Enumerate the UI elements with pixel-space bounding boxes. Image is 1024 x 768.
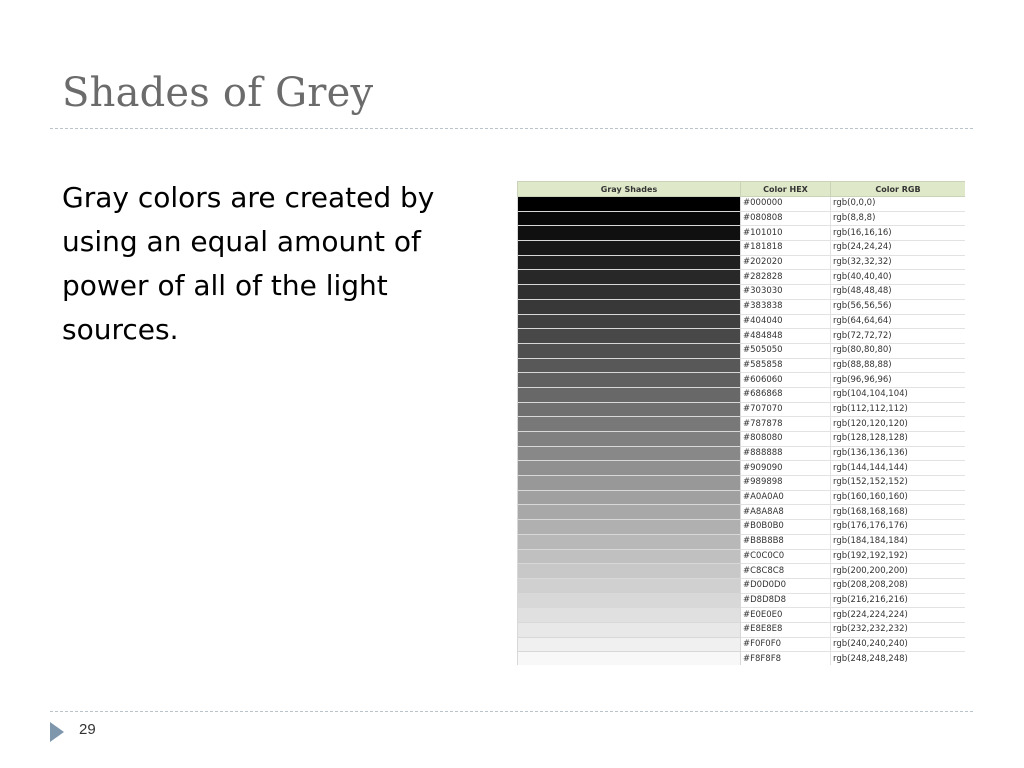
table-row — [518, 652, 966, 665]
hex-cell: #000000 — [741, 197, 831, 212]
color-swatch — [518, 432, 741, 447]
table-row — [518, 593, 966, 608]
color-swatch — [518, 622, 741, 637]
color-swatch — [518, 197, 741, 212]
table-body — [518, 197, 966, 666]
slide-title: Shades of Grey — [62, 70, 374, 116]
table-row — [518, 534, 966, 549]
hex-cell: #B8B8B8 — [741, 534, 831, 549]
rgb-cell: rgb(80,80,80) — [831, 343, 966, 358]
hex-cell: #808080 — [741, 432, 831, 447]
table-row — [518, 461, 966, 476]
color-swatch — [518, 226, 741, 241]
hex-cell: #E8E8E8 — [741, 622, 831, 637]
hex-cell: #181818 — [741, 241, 831, 256]
table-row — [518, 270, 966, 285]
table-row — [518, 432, 966, 447]
rgb-cell: rgb(176,176,176) — [831, 520, 966, 535]
hex-cell: #A0A0A0 — [741, 490, 831, 505]
rgb-cell: rgb(224,224,224) — [831, 608, 966, 623]
hex-cell: #282828 — [741, 270, 831, 285]
table-row — [518, 476, 966, 491]
rgb-cell: rgb(120,120,120) — [831, 417, 966, 432]
body-text: Gray colors are created by using an equal amount of power of all of the light sources. — [62, 181, 435, 346]
hex-cell: #C0C0C0 — [741, 549, 831, 564]
rgb-cell: rgb(184,184,184) — [831, 534, 966, 549]
table-header-row — [518, 182, 966, 197]
table-row — [518, 578, 966, 593]
table-row — [518, 373, 966, 388]
hex-cell: #F0F0F0 — [741, 637, 831, 652]
hex-cell: #707070 — [741, 402, 831, 417]
hex-cell: #909090 — [741, 461, 831, 476]
rgb-cell: rgb(72,72,72) — [831, 329, 966, 344]
rgb-cell: rgb(16,16,16) — [831, 226, 966, 241]
table-row — [518, 608, 966, 623]
color-swatch — [518, 211, 741, 226]
page-number: 29 — [79, 721, 96, 738]
color-swatch — [518, 285, 741, 300]
hex-cell: #484848 — [741, 329, 831, 344]
rgb-cell: rgb(248,248,248) — [831, 652, 966, 665]
rgb-cell: rgb(40,40,40) — [831, 270, 966, 285]
table-row — [518, 490, 966, 505]
color-swatch — [518, 461, 741, 476]
hex-cell: #888888 — [741, 446, 831, 461]
color-swatch — [518, 241, 741, 256]
color-swatch — [518, 578, 741, 593]
hex-cell: #202020 — [741, 255, 831, 270]
table-row — [518, 402, 966, 417]
table-row — [518, 417, 966, 432]
color-swatch — [518, 402, 741, 417]
rgb-cell: rgb(96,96,96) — [831, 373, 966, 388]
hex-cell: #A8A8A8 — [741, 505, 831, 520]
rgb-cell: rgb(136,136,136) — [831, 446, 966, 461]
table-row — [518, 329, 966, 344]
rgb-cell: rgb(208,208,208) — [831, 578, 966, 593]
table-row — [518, 285, 966, 300]
color-swatch — [518, 520, 741, 535]
rgb-cell: rgb(88,88,88) — [831, 358, 966, 373]
color-swatch — [518, 314, 741, 329]
rgb-cell: rgb(64,64,64) — [831, 314, 966, 329]
table-row — [518, 622, 966, 637]
rgb-cell: rgb(112,112,112) — [831, 402, 966, 417]
table-row — [518, 358, 966, 373]
table-row — [518, 564, 966, 579]
color-swatch — [518, 373, 741, 388]
rgb-cell: rgb(144,144,144) — [831, 461, 966, 476]
color-swatch — [518, 299, 741, 314]
hex-cell: #404040 — [741, 314, 831, 329]
rgb-cell: rgb(56,56,56) — [831, 299, 966, 314]
color-swatch — [518, 476, 741, 491]
hex-cell: #989898 — [741, 476, 831, 491]
rgb-cell: rgb(8,8,8) — [831, 211, 966, 226]
table-row — [518, 520, 966, 535]
table-row — [518, 226, 966, 241]
triangle-right-icon — [50, 722, 64, 742]
rgb-cell: rgb(200,200,200) — [831, 564, 966, 579]
hex-cell: #D0D0D0 — [741, 578, 831, 593]
hex-cell: #787878 — [741, 417, 831, 432]
hex-cell: #383838 — [741, 299, 831, 314]
color-swatch — [518, 637, 741, 652]
footer-divider — [50, 711, 973, 712]
rgb-cell: rgb(32,32,32) — [831, 255, 966, 270]
color-swatch — [518, 270, 741, 285]
header-color-rgb: Color RGB — [831, 182, 966, 197]
header-color-hex: Color HEX — [741, 182, 831, 197]
color-swatch — [518, 417, 741, 432]
table-row — [518, 505, 966, 520]
table-row — [518, 314, 966, 329]
title-divider — [50, 128, 973, 129]
rgb-cell: rgb(232,232,232) — [831, 622, 966, 637]
hex-cell: #E0E0E0 — [741, 608, 831, 623]
rgb-cell: rgb(216,216,216) — [831, 593, 966, 608]
hex-cell: #101010 — [741, 226, 831, 241]
rgb-cell: rgb(192,192,192) — [831, 549, 966, 564]
rgb-cell: rgb(168,168,168) — [831, 505, 966, 520]
gray-shades-table — [517, 181, 965, 665]
hex-cell: #C8C8C8 — [741, 564, 831, 579]
table-row — [518, 255, 966, 270]
hex-cell: #B0B0B0 — [741, 520, 831, 535]
color-swatch — [518, 593, 741, 608]
rgb-cell: rgb(24,24,24) — [831, 241, 966, 256]
table-row — [518, 637, 966, 652]
rgb-cell: rgb(104,104,104) — [831, 387, 966, 402]
table-row — [518, 211, 966, 226]
color-swatch — [518, 343, 741, 358]
gray-shades-table-container — [517, 181, 965, 665]
rgb-cell: rgb(48,48,48) — [831, 285, 966, 300]
rgb-cell: rgb(160,160,160) — [831, 490, 966, 505]
color-swatch — [518, 446, 741, 461]
hex-cell: #F8F8F8 — [741, 652, 831, 665]
color-swatch — [518, 358, 741, 373]
table-row — [518, 241, 966, 256]
table-row — [518, 387, 966, 402]
hex-cell: #585858 — [741, 358, 831, 373]
table-row — [518, 197, 966, 212]
rgb-cell: rgb(240,240,240) — [831, 637, 966, 652]
hex-cell: #080808 — [741, 211, 831, 226]
rgb-cell: rgb(152,152,152) — [831, 476, 966, 491]
color-swatch — [518, 329, 741, 344]
table-row — [518, 446, 966, 461]
color-swatch — [518, 490, 741, 505]
color-swatch — [518, 549, 741, 564]
table-row — [518, 549, 966, 564]
color-swatch — [518, 505, 741, 520]
table-row — [518, 299, 966, 314]
color-swatch — [518, 608, 741, 623]
color-swatch — [518, 387, 741, 402]
header-gray-shades: Gray Shades — [518, 182, 741, 197]
color-swatch — [518, 255, 741, 270]
rgb-cell: rgb(128,128,128) — [831, 432, 966, 447]
hex-cell: #303030 — [741, 285, 831, 300]
rgb-cell: rgb(0,0,0) — [831, 197, 966, 212]
hex-cell: #606060 — [741, 373, 831, 388]
hex-cell: #505050 — [741, 343, 831, 358]
color-swatch — [518, 564, 741, 579]
color-swatch — [518, 534, 741, 549]
hex-cell: #D8D8D8 — [741, 593, 831, 608]
hex-cell: #686868 — [741, 387, 831, 402]
color-swatch — [518, 652, 741, 665]
table-row — [518, 343, 966, 358]
